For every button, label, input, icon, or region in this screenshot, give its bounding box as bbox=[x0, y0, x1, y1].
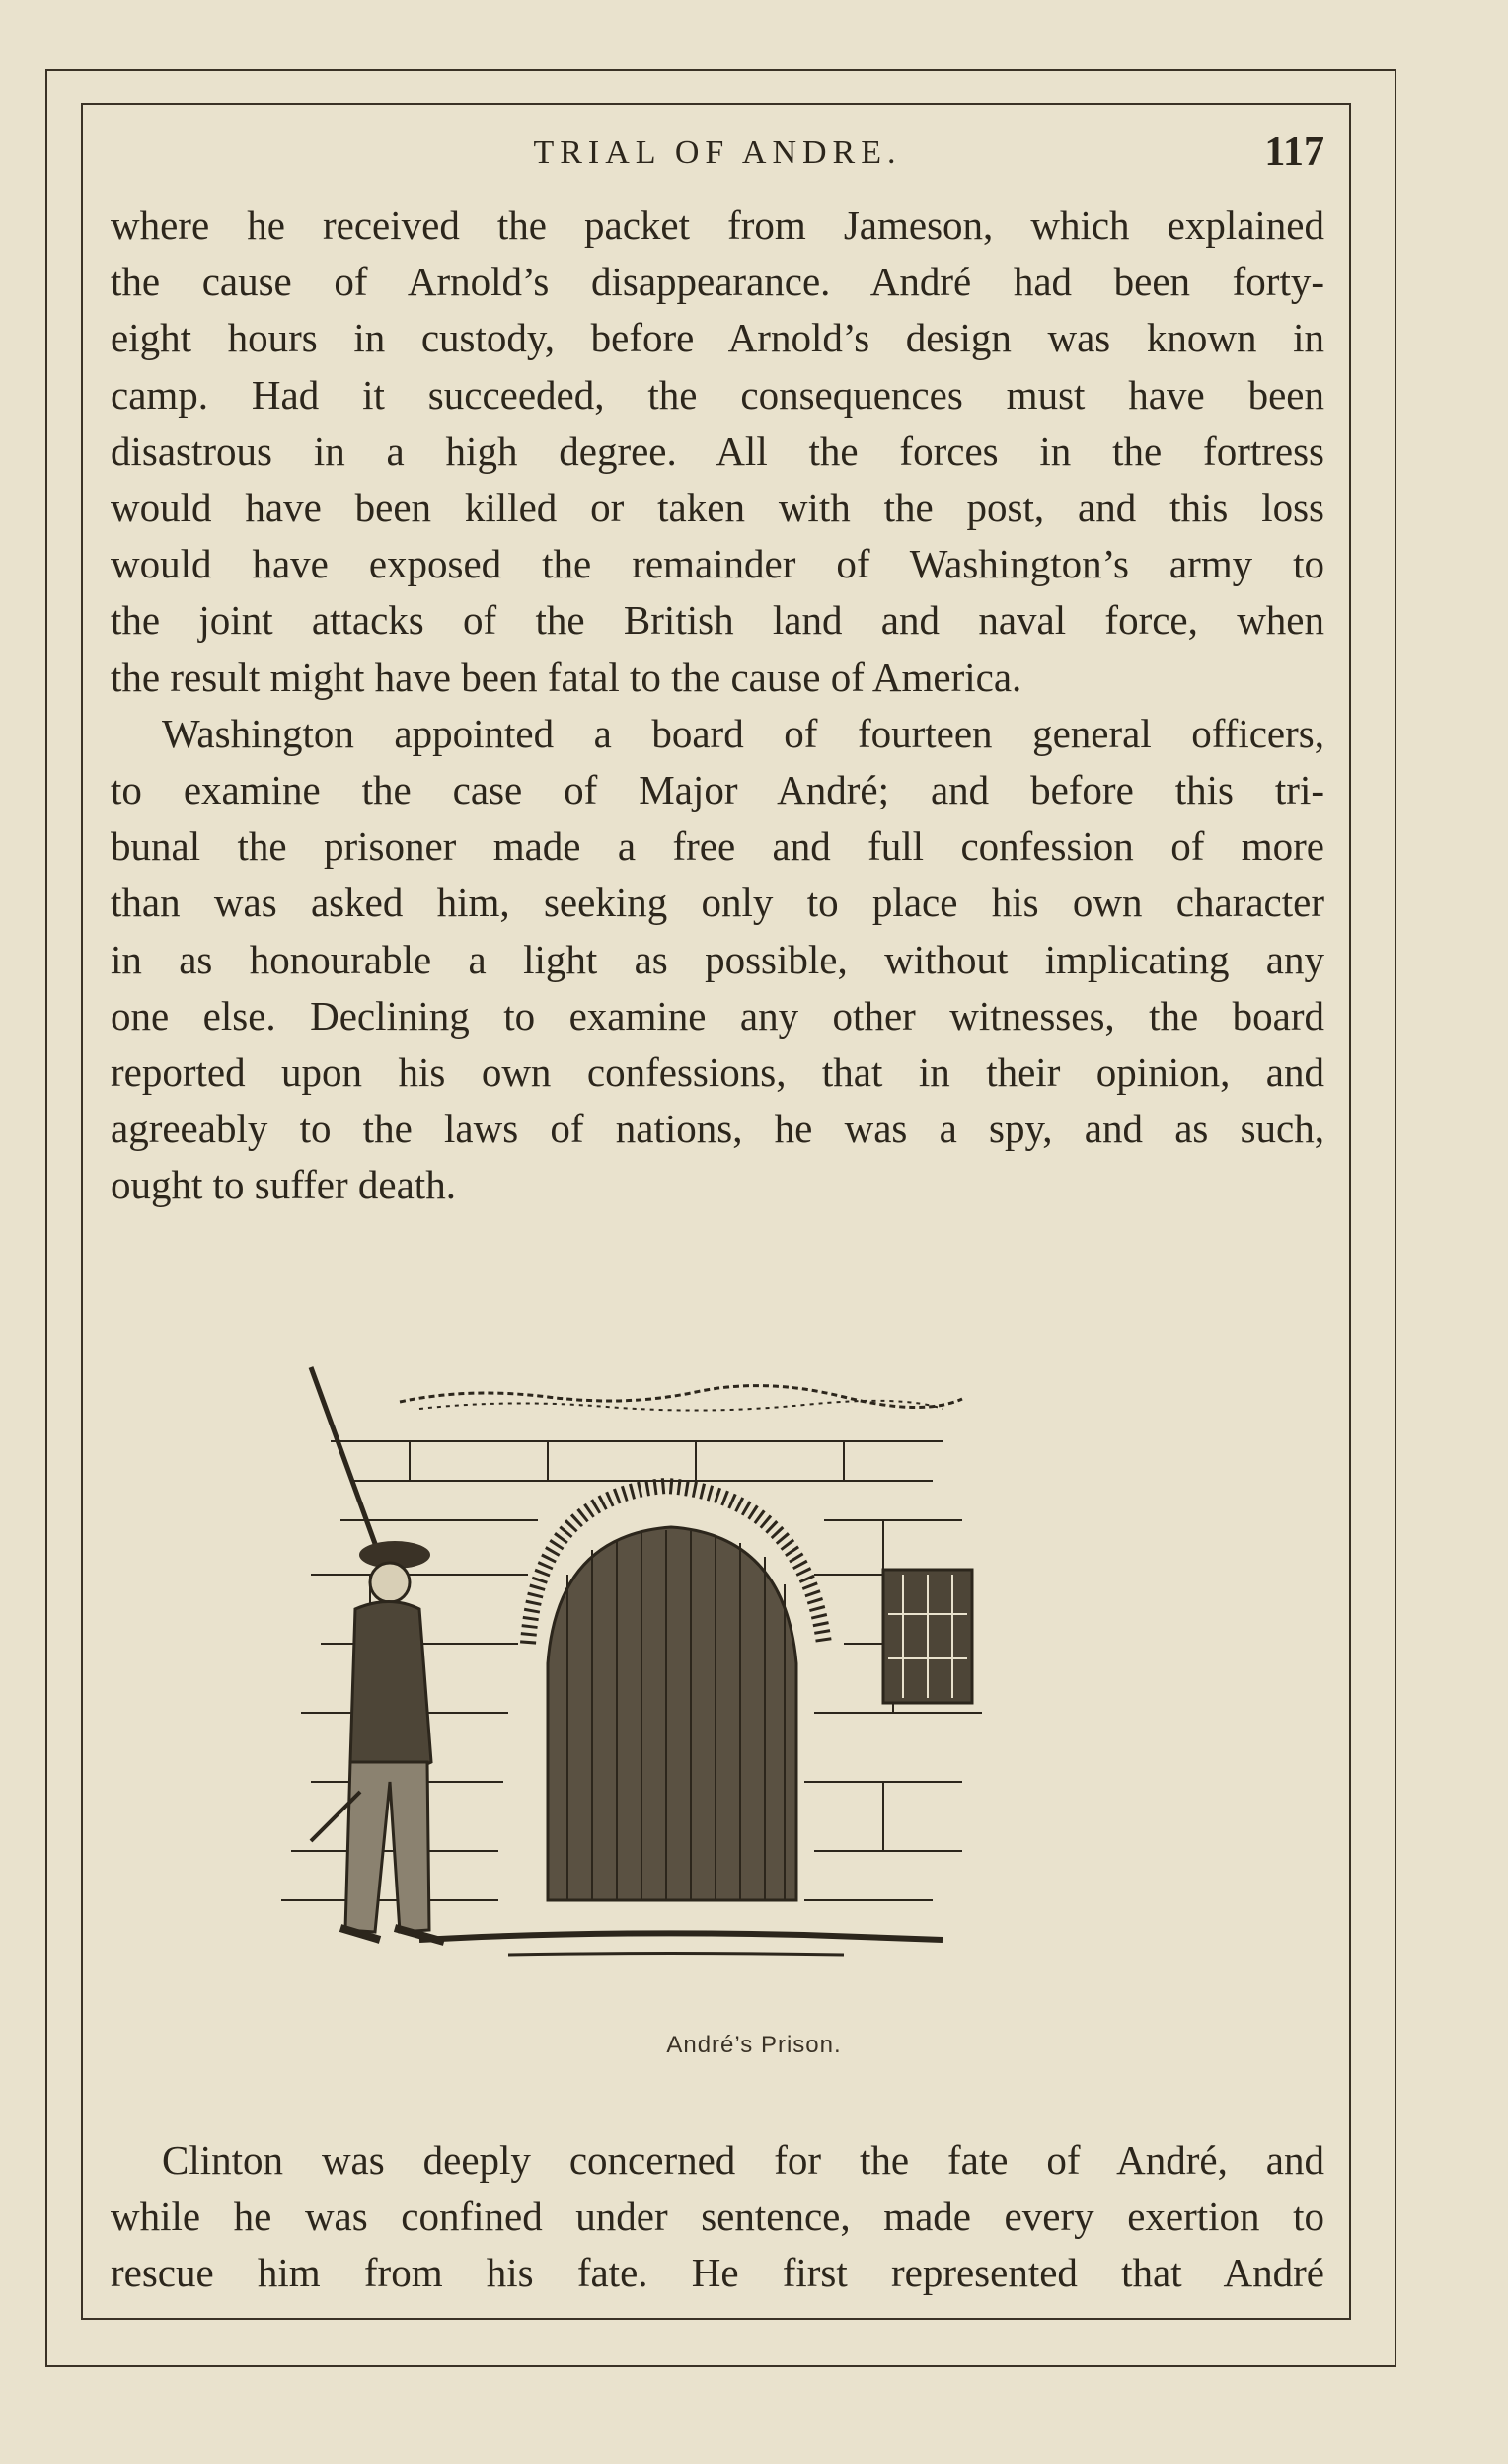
andre-prison-illustration bbox=[252, 1348, 1169, 2019]
paragraph-2 bbox=[111, 706, 1324, 1214]
text-line: the cause of Arnold’s disappearance. André had been forty- bbox=[111, 259, 1324, 305]
text-line: bunal the prisoner made a free and full confession of more bbox=[111, 823, 1324, 870]
text-line: where he received the packet from Jameson, which explained bbox=[111, 202, 1324, 248]
text-line: disastrous in a high degree. All the forces in the fortress bbox=[111, 427, 1324, 474]
body-text bbox=[111, 197, 1324, 1214]
text-line: in as honourable a light as possible, without implicating any bbox=[111, 936, 1324, 982]
text-line: Washington appointed a board of fourteen general officers, bbox=[162, 710, 1324, 756]
running-title: TRIAL OF ANDRE. bbox=[533, 134, 902, 171]
text-line: the result might have been fatal to the cause of America. bbox=[111, 654, 1022, 700]
text-line: eight hours in custody, before Arnold’s design was known in bbox=[111, 315, 1324, 361]
running-head bbox=[111, 128, 1324, 178]
text-line: Clinton was deeply concerned for the fate of André, and bbox=[162, 2137, 1324, 2183]
page-number: 117 bbox=[1264, 129, 1324, 175]
text-line: one else. Declining to examine any other witnesses, the board bbox=[111, 992, 1324, 1039]
text-line: ought to suffer death. bbox=[111, 1162, 456, 1208]
text-line: while he was confined under sentence, made every exertion to bbox=[111, 2194, 1324, 2240]
text-line: reported upon his own confessions, that in their opinion, and bbox=[111, 1049, 1324, 1096]
text-line: would have exposed the remainder of Washington’s army to bbox=[111, 541, 1324, 587]
paragraph-1 bbox=[111, 197, 1324, 706]
text-line: than was asked him, seeking only to place his own character bbox=[111, 880, 1324, 926]
text-line: agreeably to the laws of nations, he was a spy, and as such, bbox=[111, 1106, 1324, 1152]
text-line: the joint attacks of the British land and naval force, when bbox=[111, 597, 1324, 644]
text-line: would have been killed or taken with the post, and this loss bbox=[111, 485, 1324, 531]
text-line: to examine the case of Major André; and before this tri- bbox=[111, 767, 1324, 813]
text-line: rescue him from his fate. He first represented that André bbox=[111, 2250, 1324, 2296]
text-line: camp. Had it succeeded, the consequences must have been bbox=[111, 371, 1324, 418]
illustration-caption: André’s Prison. bbox=[666, 2032, 842, 2058]
paragraph-3 bbox=[111, 2132, 1324, 2302]
